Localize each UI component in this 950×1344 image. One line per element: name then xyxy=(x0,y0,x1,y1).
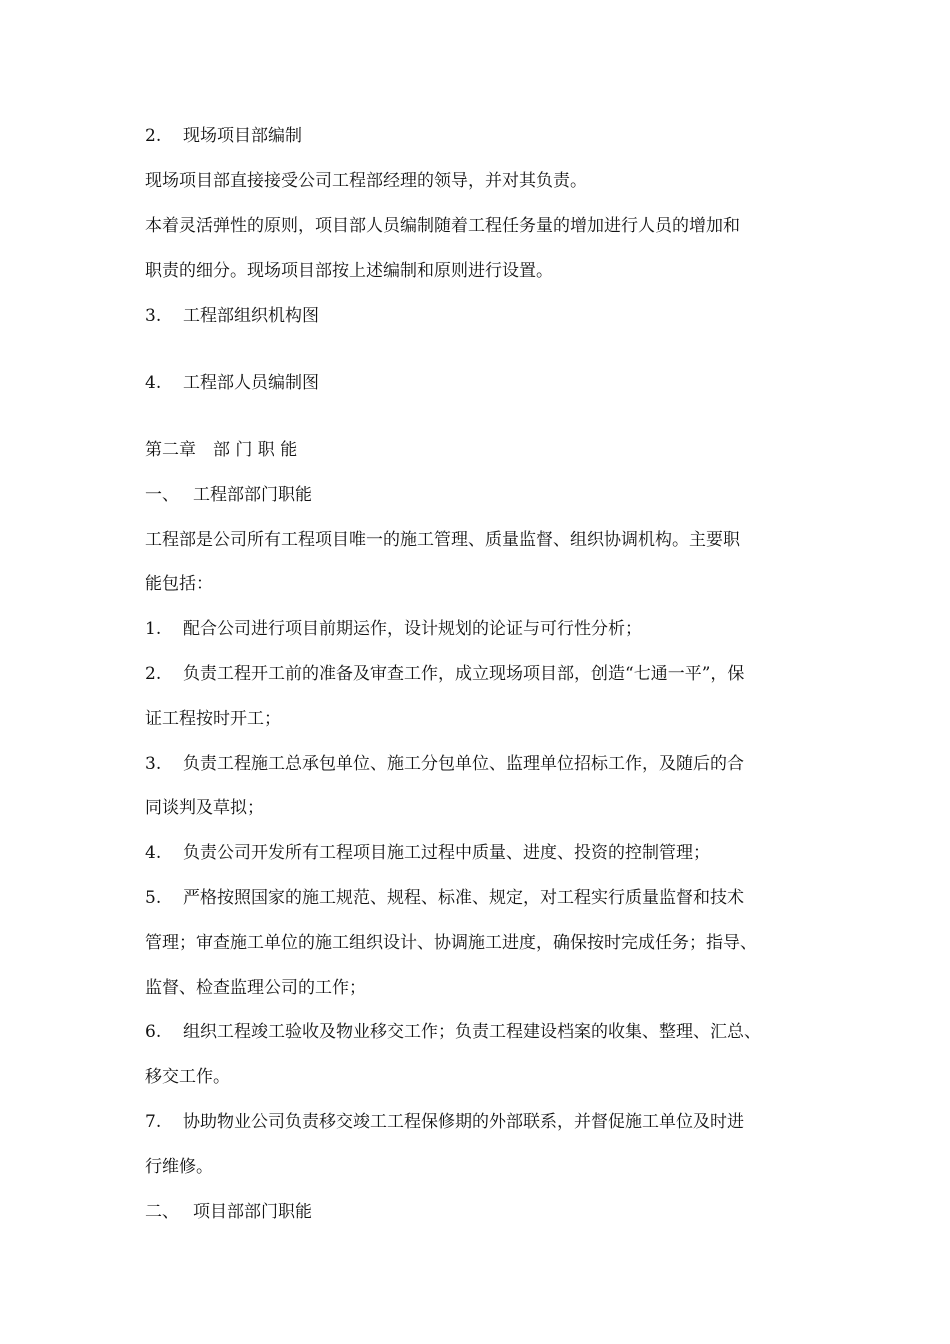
chapter-text: 第二章 部 门 职 能 xyxy=(145,440,298,460)
section-heading xyxy=(145,305,319,327)
paragraph-line xyxy=(145,977,366,999)
item-text: 配合公司进行项目前期运作，设计规划的论证与可行性分析； xyxy=(183,619,642,639)
section-heading xyxy=(145,372,319,394)
item-text: 工程部部门职能 xyxy=(193,485,312,505)
paragraph-text: 监督、检查监理公司的工作； xyxy=(145,978,366,998)
item-number: 7. xyxy=(145,1112,162,1132)
paragraph-line xyxy=(145,215,740,237)
list-item xyxy=(145,887,744,909)
section-heading xyxy=(145,1201,312,1223)
section-heading xyxy=(145,484,312,506)
item-number: 二、 xyxy=(145,1202,179,1222)
item-number: 5. xyxy=(145,888,162,908)
list-item xyxy=(145,753,744,775)
chapter-title xyxy=(145,439,297,461)
list-item xyxy=(145,1021,761,1043)
paragraph-text: 职责的细分。现场项目部按上述编制和原则进行设置。 xyxy=(145,261,553,281)
item-number: 6. xyxy=(145,1022,162,1042)
list-item xyxy=(145,663,744,685)
list-item xyxy=(145,618,642,640)
item-text: 工程部组织机构图 xyxy=(183,306,319,326)
paragraph-text: 证工程按时开工； xyxy=(145,709,281,729)
item-number: 2. xyxy=(145,126,162,146)
paragraph-text: 同谈判及草拟； xyxy=(145,798,264,818)
item-text: 工程部人员编制图 xyxy=(183,373,319,393)
paragraph-text: 行维修。 xyxy=(145,1157,213,1177)
paragraph-text: 现场项目部直接接受公司工程部经理的领导，并对其负责。 xyxy=(145,171,587,191)
item-number: 4. xyxy=(145,373,162,393)
item-number: 3. xyxy=(145,754,162,774)
item-text: 协助物业公司负责移交竣工工程保修期的外部联系，并督促施工单位及时进 xyxy=(183,1112,744,1132)
paragraph-text: 本着灵活弹性的原则，项目部人员编制随着工程任务量的增加进行人员的增加和 xyxy=(145,216,740,236)
paragraph-line xyxy=(145,1066,230,1088)
paragraph-text: 能包括： xyxy=(145,574,213,594)
item-text: 现场项目部编制 xyxy=(183,126,302,146)
paragraph-line xyxy=(145,260,553,282)
item-text: 负责公司开发所有工程项目施工过程中质量、进度、投资的控制管理； xyxy=(183,843,710,863)
item-number: 2. xyxy=(145,664,162,684)
item-number: 4. xyxy=(145,843,162,863)
paragraph-line xyxy=(145,529,740,551)
item-text: 严格按照国家的施工规范、规程、标准、规定，对工程实行质量监督和技术 xyxy=(183,888,744,908)
item-number: 一、 xyxy=(145,485,179,505)
paragraph-line xyxy=(145,1156,213,1178)
paragraph-line xyxy=(145,708,281,730)
item-text: 项目部部门职能 xyxy=(193,1202,312,1222)
item-text: 组织工程竣工验收及物业移交工作；负责工程建设档案的收集、整理、汇总、 xyxy=(183,1022,761,1042)
paragraph-text: 管理；审查施工单位的施工组织设计、协调施工进度，确保按时完成任务；指导、 xyxy=(145,933,757,953)
paragraph-line xyxy=(145,573,213,595)
list-item xyxy=(145,842,710,864)
paragraph-line xyxy=(145,797,264,819)
item-text: 负责工程开工前的准备及审查工作，成立现场项目部，创造“七通一平”，保 xyxy=(183,664,745,684)
paragraph-line xyxy=(145,170,587,192)
item-text: 负责工程施工总承包单位、施工分包单位、监理单位招标工作，及随后的合 xyxy=(183,754,744,774)
paragraph-text: 移交工作。 xyxy=(145,1067,230,1087)
paragraph-line xyxy=(145,932,757,954)
paragraph-text: 工程部是公司所有工程项目唯一的施工管理、质量监督、组织协调机构。主要职 xyxy=(145,530,740,550)
section-heading xyxy=(145,125,302,147)
list-item xyxy=(145,1111,744,1133)
item-number: 3. xyxy=(145,306,162,326)
item-number: 1. xyxy=(145,619,162,639)
